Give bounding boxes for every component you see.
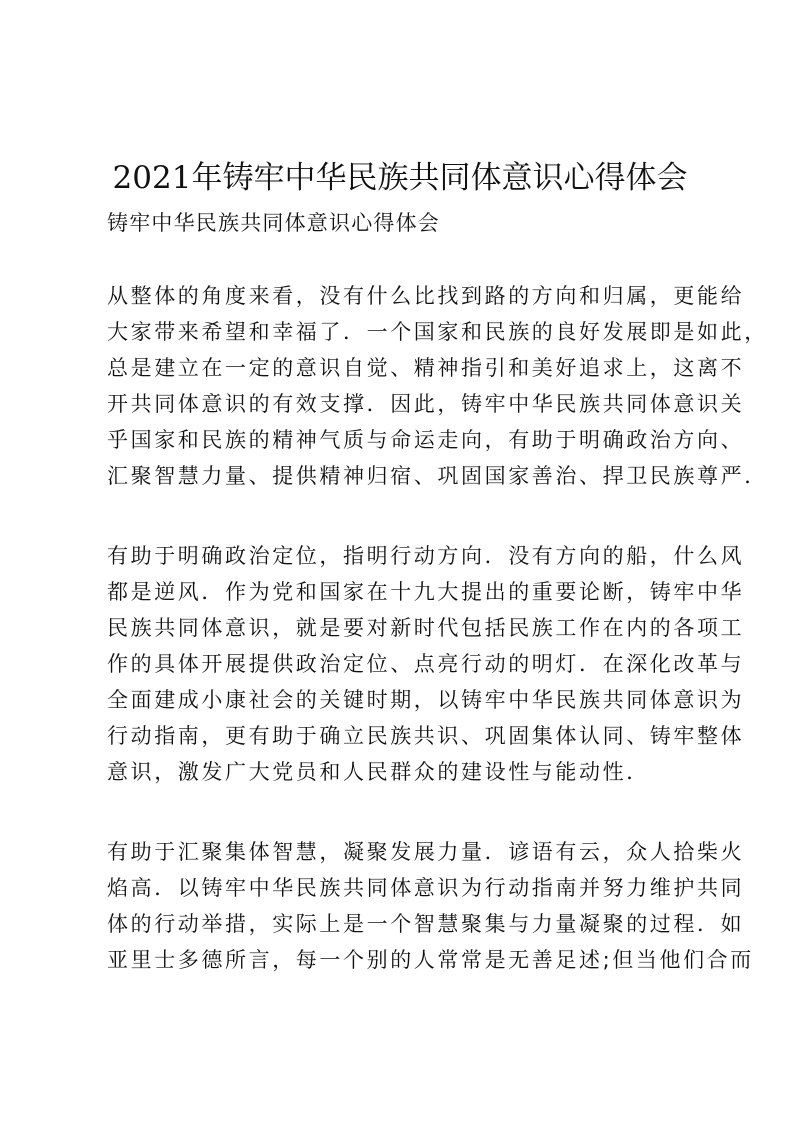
document-title: 2021年铸牢中华民族共同体意识心得体会 — [112, 160, 688, 196]
paragraph-line: 有助于汇聚集体智慧，凝聚发展力量．谚语有云，众人拾柴火 — [107, 840, 745, 864]
paragraph-line: 总是建立在一定的意识自觉、精神指引和美好追求上，这离不 — [107, 356, 745, 380]
paragraph-line: 行动指南，更有助于确立民族共识、巩固集体认同、铸牢整体 — [107, 724, 745, 748]
paragraph-line: 体的行动举措，实际上是一个智慧聚集与力量凝聚的过程．如 — [107, 912, 745, 936]
paragraph-line: 焰高．以铸牢中华民族共同体意识为行动指南并努力维护共同 — [107, 876, 745, 900]
paragraph-line: 大家带来希望和幸福了．一个国家和民族的良好发展即是如此， — [107, 320, 768, 344]
paragraph-line: 作的具体开展提供政治定位、点亮行动的明灯．在深化改革与 — [107, 652, 745, 676]
paragraph-line: 乎国家和民族的精神气质与命运走向，有助于明确政治方向、 — [107, 428, 745, 452]
paragraph-line: 意识，激发广大党员和人民群众的建设性与能动性． — [107, 760, 650, 784]
paragraph-line: 亚里士多德所言，每一个别的人常常是无善足述;但当他们合而 — [107, 948, 754, 972]
paragraph-2 — [107, 538, 745, 790]
paragraph-line: 全面建成小康社会的关键时期，以铸牢中华民族共同体意识为 — [107, 688, 745, 712]
paragraph-line: 从整体的角度来看，没有什么比找到路的方向和归属，更能给 — [107, 284, 745, 308]
paragraph-line: 都是逆风．作为党和国家在十九大提出的重要论断，铸牢中华 — [107, 580, 745, 604]
paragraph-line: 开共同体意识的有效支撑．因此，铸牢中华民族共同体意识关 — [107, 392, 745, 416]
paragraph-1 — [107, 278, 768, 494]
paragraph-line: 民族共同体意识，就是要对新时代包括民族工作在内的各项工 — [107, 616, 745, 640]
paragraph-line: 汇聚智慧力量、提供精神归宿、巩固国家善治、捍卫民族尊严． — [107, 464, 768, 488]
paragraph-line: 有助于明确政治定位，指明行动方向．没有方向的船，什么风 — [107, 544, 745, 568]
document-subtitle: 铸牢中华民族共同体意识心得体会 — [107, 211, 440, 235]
paragraph-3 — [107, 834, 754, 978]
